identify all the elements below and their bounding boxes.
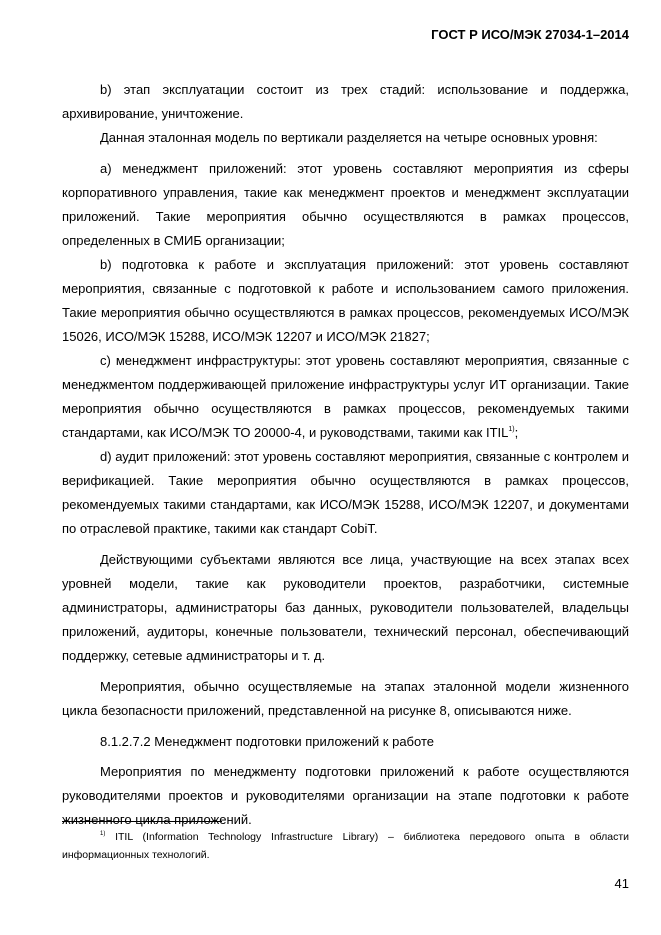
list-item-a: а) менеджмент приложений: этот уровень составляют мероприятия из сферы корпоративного управления, такие как менеджмент проектов и менеджмент эксплуатации приложений. Такие мероприятия обычно осуществляются в рамках процессов, определенных в СМИБ организации; [62,161,629,248]
document-header: ГОСТ Р ИСО/МЭК 27034-1–2014 [431,27,629,42]
section-heading: 8.1.2.7.2 Менеджмент подготовки приложений к работе [100,734,434,749]
footnote-text: ITIL (Information Technology Infrastructure Library) – библиотека передового опыта в области информационных технологий. [62,831,629,861]
list-item-c [62,349,629,445]
paragraph-intro-levels: Данная эталонная модель по вертикали разделяется на четыре основных уровня: [100,130,598,145]
paragraph-preparation-management: Мероприятия по менеджменту подготовки приложений к работе осуществляются руководителями проектов и руководителями организации на этапе подготовки к работе жизненного цикла приложений. [62,764,629,827]
footnote-reference[interactable]: 1) [508,426,515,433]
page-number: 41 [614,876,629,891]
list-item-b: b) подготовка к работе и эксплуатация приложений: этот уровень составляют мероприятия, связанные с подготовкой к работе и использованием самого приложения. Такие мероприятия обычно осуществляются в рамках процессов, рекомендуемых ИСО/МЭК 15026, ИСО/МЭК 15288, ИСО/МЭК 12207 и ИСО/МЭК 21827; [62,257,629,344]
footnote-separator [62,821,222,822]
list-item-c-end: ; [514,425,519,440]
footnote-marker: 1) [100,831,106,837]
main-text [62,78,629,832]
paragraph-b-operation-stage: b) этап эксплуатации состоит из трех стадий: использование и поддержка, архивирование, уничтожение. [62,82,629,121]
paragraph-actors: Действующими субъектами являются все лица, участвующие на всех этапах всех уровней модели, такие как руководители проектов, разработчики, системные администраторы, администраторы баз данных, руководители пользователей, владельцы приложений, аудиторы, конечные пользователи, технический персонал, обеспечивающий поддержку, сетевые администраторы и т. д. [62,552,629,663]
paragraph-activities: Мероприятия, обычно осуществляемые на этапах эталонной модели жизненного цикла безопасности приложений, представленной на рисунке 8, описываются ниже. [62,679,629,718]
list-item-d: d) аудит приложений: этот уровень составляют мероприятия, связанные с контролем и верификацией. Такие мероприятия обычно осуществляются в рамках процессов, рекомендуемых такими стандартами, как ИСО/МЭК 15288, ИСО/МЭК 12207, и документами по отраслевой практике, такими как стандарт CobiT. [62,449,629,536]
footnote [62,828,629,864]
list-item-c-text: с) менеджмент инфраструктуры: этот уровень составляют мероприятия, связанные с менеджментом поддерживающей приложение инфраструктуры услуг ИТ организации. Такие мероприятия обычно осуществляются в рамках процессов, рекомендуемых такими стандартами, как ИСО/МЭК ТО 20000-4, и руководствами, такими как ITIL [62,353,629,440]
